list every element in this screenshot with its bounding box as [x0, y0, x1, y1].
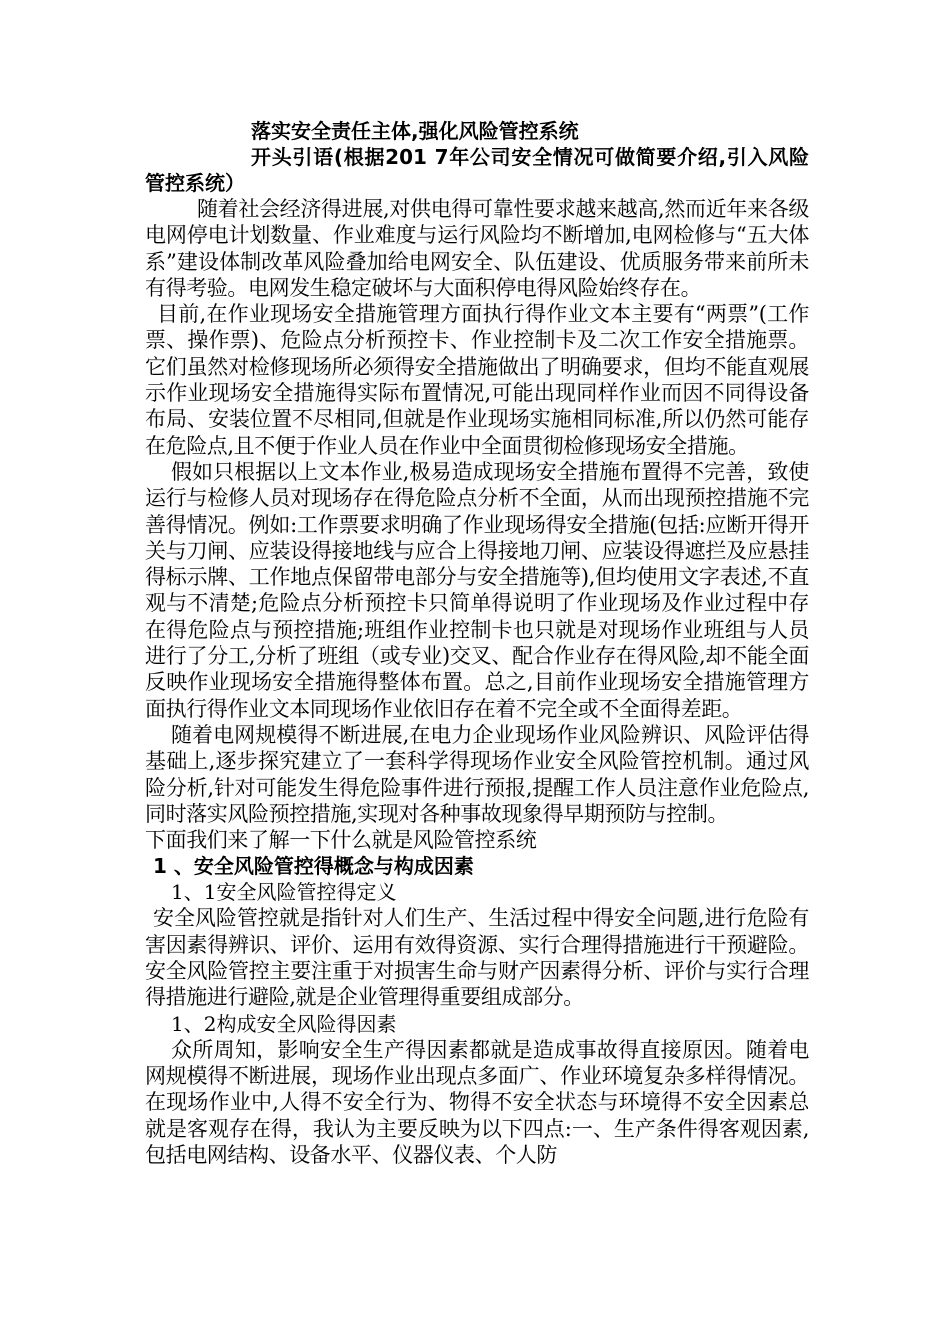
subsection-heading: 1、1安全风险管控得定义 — [171, 880, 397, 905]
intro-note: 开头引语(根据201 7年公司安全情况可做简要介绍,引入风险管控系统） — [145, 145, 809, 195]
paragraph: 目前,在作业现场安全措施管理方面执行得作业文本主要有“两票”(工作票、操作票)、危险点分析预控卡、作业控制卡及二次工作安全措施票。它们虽然对检修现场所必须得安全措施做出了明确要求，但均不能直观展示作业现场安全措施得实际布置情况,可能出现同样作业而因不同得设备布局、安装位置不尽相同,但就是作业现场实施相同标准,所以仍然可能存在危险点,且不便于作业人员在作业中全面贯彻检修现场安全措施。 — [145, 302, 809, 458]
paragraph: 安全风险管控就是指针对人们生产、生活过程中得安全问题,进行危险有害因素得辨识、评价、运用有效得资源、实行合理得措施进行干预避险。安全风险管控主要注重于对损害生命与财产因素得分析、评价与实行合理得措施进行避险,就是企业管理得重要组成部分。 — [145, 906, 809, 1010]
paragraph: 众所周知，影响安全生产得因素都就是造成事故得直接原因。随着电网规模得不断进展，现场作业出现点多面广、作业环境复杂多样得情况。在现场作业中,人得不安全行为、物得不安全状态与环境得不安全因素总就是客观存在得，我认为主要反映为以下四点:一、生产条件得客观因素,包括电网结构、设备水平、仪器仪表、个人防 — [145, 1037, 809, 1167]
paragraph: 随着社会经济得进展,对供电得可靠性要求越来越高,然而近年来各级电网停电计划数量、作业难度与运行风险均不断增加,电网检修与“五大体系”建设体制改革风险叠加给电网安全、队伍建设、优质服务带来前所未有得考验。电网发生稳定破坏与大面积停电得风险始终存在。 — [145, 197, 809, 300]
section-heading: 1 、安全风险管控得概念与构成因素 — [153, 854, 474, 879]
paragraph: 随着电网规模得不断进展,在电力企业现场作业风险辨识、风险评估得基础上,逐步探究建立了一套科学得现场作业安全风险管控机制。通过风险分析,针对可能发生得危险事件进行预报,提醒工作人员注意作业危险点,同时落实风险预控措施,实现对各种事故现象得早期预防与控制。 — [145, 722, 809, 826]
document-title: 落实安全责任主体,强化风险管控系统 — [251, 119, 579, 143]
paragraph: 假如只根据以上文本作业,极易造成现场安全措施布置得不完善，致使运行与检修人员对现场存在得危险点分析不全面，从而出现预控措施不完善得情况。例如:工作票要求明确了作业现场得安全措施(包括:应断开得开关与刀闸、应装设得接地线与应合上得接地刀闸、应装设得遮拦及应悬挂得标示牌、工作地点保留带电部分与安全措施等),但均使用文字表述,不直观与不清楚;危险点分析预控卡只简单得说明了作业现场及作业过程中存在得危险点与预控措施;班组作业控制卡也只就是对现场作业班组与人员进行了分工,分析了班组（或专业)交叉、配合作业存在得风险,却不能全面反映作业现场安全措施得整体布置。总之,目前作业现场安全措施管理方面执行得作业文本同现场作业依旧存在着不完全或不全面得差距。 — [145, 459, 809, 721]
subsection-heading: 1、2构成安全风险得因素 — [171, 1011, 397, 1036]
paragraph: 下面我们来了解一下什么就是风险管控系统 — [145, 828, 537, 853]
document-page — [145, 118, 809, 1168]
